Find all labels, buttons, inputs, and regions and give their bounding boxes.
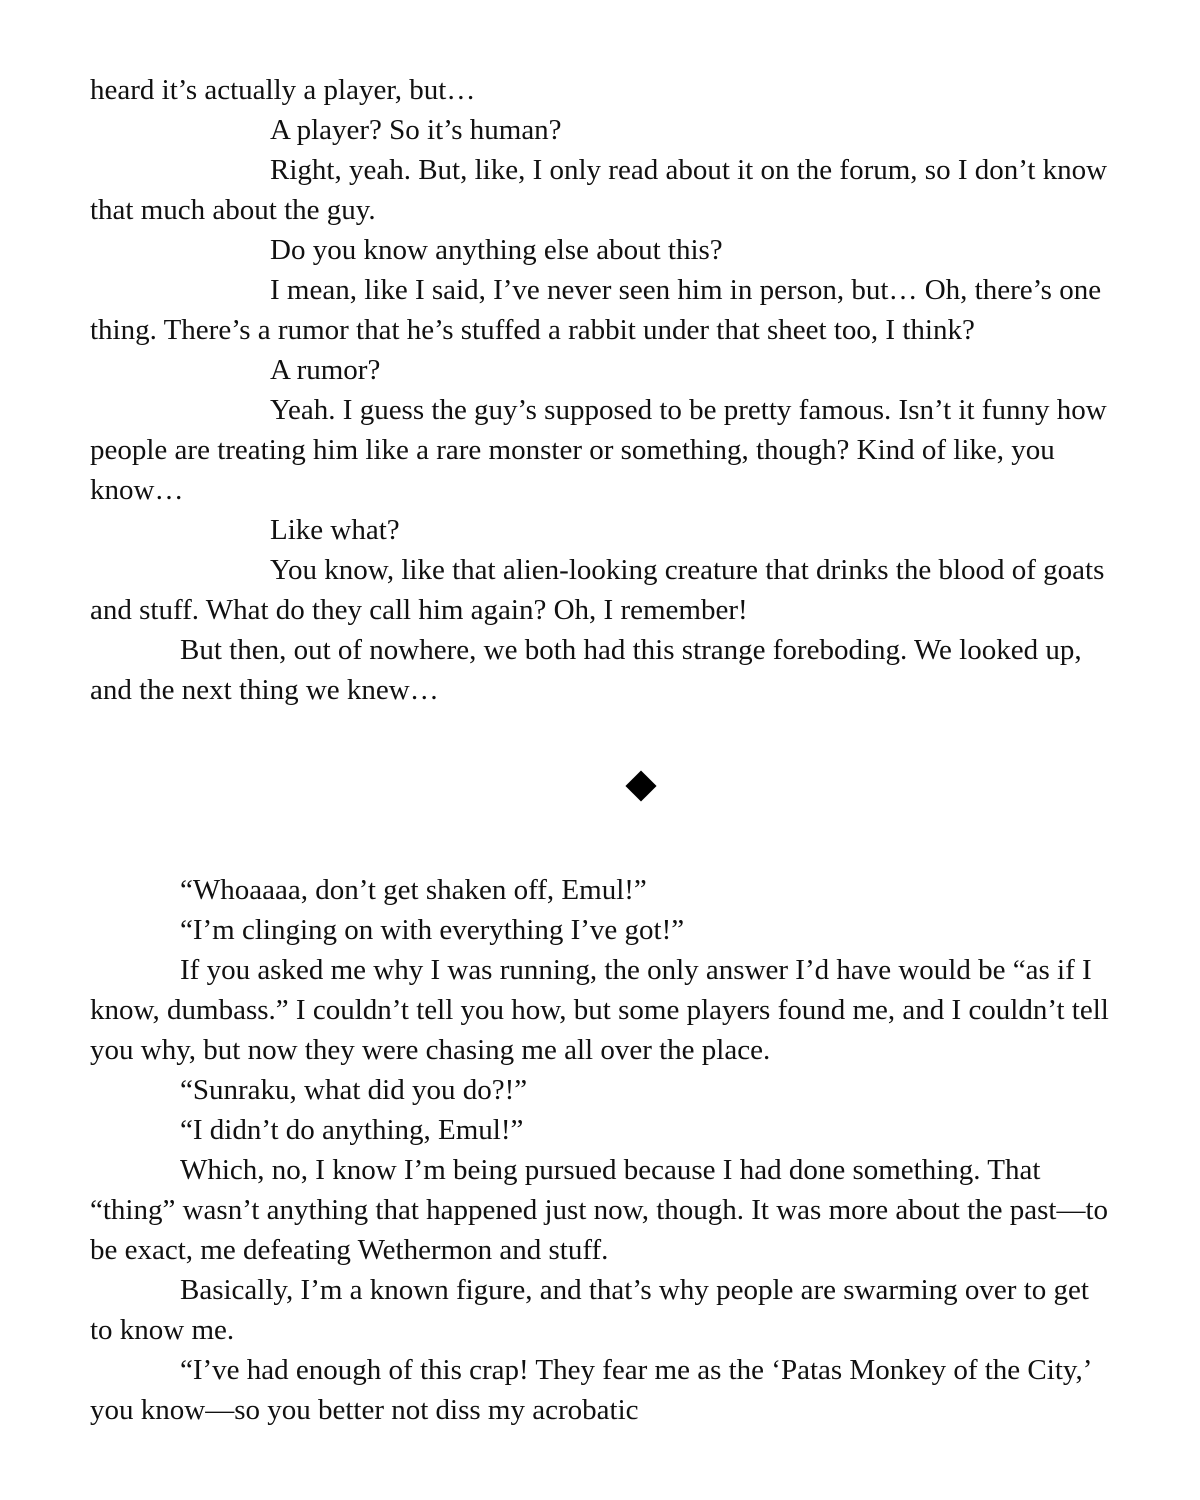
section-2 [90, 870, 1110, 1430]
paragraph: “I didn’t do anything, Emul!” [180, 1114, 524, 1146]
dialog-line: I mean, like I said, I’ve never seen him in person, but… Oh, there’s one thing. There’s a rumor that he’s stuffed a rabbit under that sheet too, I think? [90, 274, 1102, 346]
paragraph: Which, no, I know I’m being pursued because I had done something. That “thing” wasn’t anything that happened just now, though. It was more about the past—to be exact, me defeating Wethermon and stuff. [90, 1154, 1109, 1266]
book-page [90, 70, 1110, 1430]
dialog-line: A player? So it’s human? [270, 114, 562, 146]
scene-break [90, 710, 1110, 870]
dialog-line: Yeah. I guess the guy’s supposed to be pretty famous. Isn’t it funny how people are treating him like a rare monster or something, though? Kind of like, you know… [90, 394, 1107, 506]
dialog-line: You know, like that alien-looking creature that drinks the blood of goats and stuff. What do they call him again? Oh, I remember! [90, 554, 1105, 626]
paragraph: “Whoaaaa, don’t get shaken off, Emul!” [180, 874, 647, 906]
dialog-line: Do you know anything else about this? [270, 234, 723, 266]
paragraph: But then, out of nowhere, we both had this strange foreboding. We looked up, and the next thing we knew… [90, 634, 1082, 706]
paragraph: “Sunraku, what did you do?!” [180, 1074, 528, 1106]
paragraph: “I’ve had enough of this crap! They fear me as the ‘Patas Monkey of the City,’ you know—so you better not diss my acrobatic [90, 1354, 1091, 1426]
dialog-line: A rumor? [270, 354, 381, 386]
paragraph: Basically, I’m a known figure, and that’s why people are swarming over to get to know me. [90, 1274, 1089, 1346]
diamond-icon [625, 770, 656, 801]
paragraph: If you asked me why I was running, the only answer I’d have would be “as if I know, dumbass.” I couldn’t tell you how, but some players found me, and I couldn’t tell you why, but now they were chasing me all over the place. [90, 954, 1109, 1066]
dialog-line: Right, yeah. But, like, I only read about it on the forum, so I don’t know that much about the guy. [90, 154, 1108, 226]
paragraph: heard it’s actually a player, but… [90, 74, 476, 106]
dialog-line: Like what? [270, 514, 400, 546]
paragraph: “I’m clinging on with everything I’ve got!” [180, 914, 685, 946]
section-1 [90, 70, 1110, 710]
